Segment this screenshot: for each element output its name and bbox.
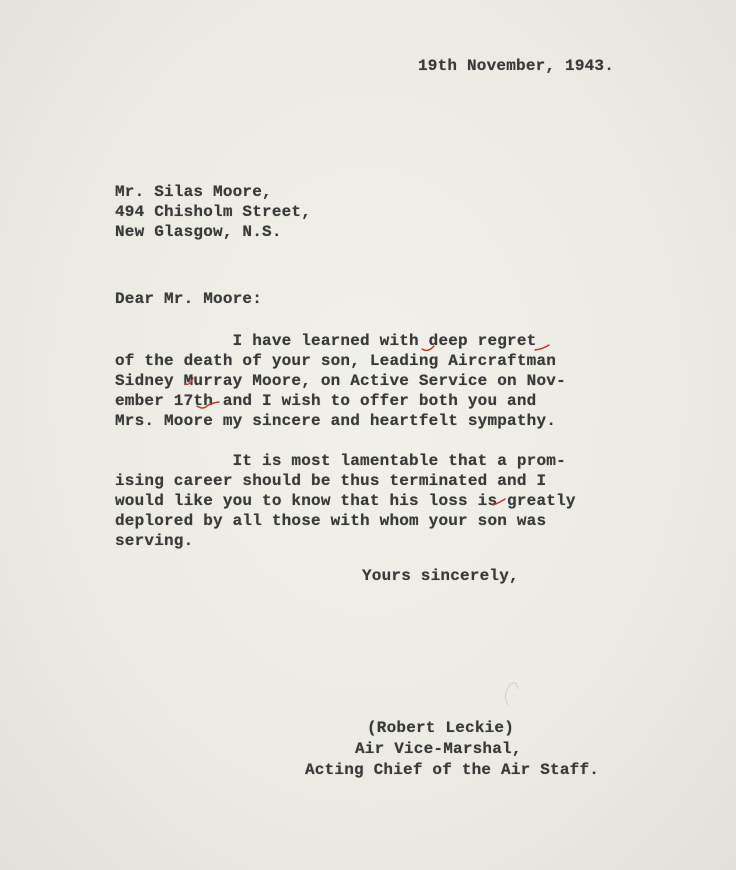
recipient-street: 494 Chisholm Street, <box>115 203 312 221</box>
recipient-name: Mr. Silas Moore, <box>115 183 272 201</box>
paragraph2-line: It is most lamentable that a prom- <box>115 452 566 470</box>
paragraph1-line: I have learned with deep regret <box>115 332 537 350</box>
signatory-name: (Robert Leckie) <box>367 719 515 737</box>
signatory-rank: Air Vice-Marshal, <box>355 740 522 758</box>
paragraph1-line: Mrs. Moore my sincere and heartfelt sympathy. <box>115 412 557 430</box>
paragraph1-line: ember 17th and I wish to offer both you and <box>115 392 537 410</box>
paragraph2-line: ising career should be thus terminated and I <box>115 472 547 490</box>
paragraph2-line: would like you to know that his loss is greatly <box>115 492 576 510</box>
salutation: Dear Mr. Moore: <box>115 290 263 308</box>
recipient-city: New Glasgow, N.S. <box>115 223 282 241</box>
signature-trace <box>505 683 518 705</box>
closing: Yours sincerely, <box>362 567 519 585</box>
paragraph2-line: deplored by all those with whom your son was <box>115 512 547 530</box>
paragraph1-line: Sidney Murray Moore, on Active Service on Nov- <box>115 372 566 390</box>
correction-mark <box>535 345 549 350</box>
paragraph1-line: of the death of your son, Leading Aircraftman <box>115 352 557 370</box>
letter-date: 19th November, 1943. <box>418 57 615 75</box>
paragraph2-line: serving. <box>115 532 194 550</box>
signatory-title: Acting Chief of the Air Staff. <box>305 761 600 779</box>
